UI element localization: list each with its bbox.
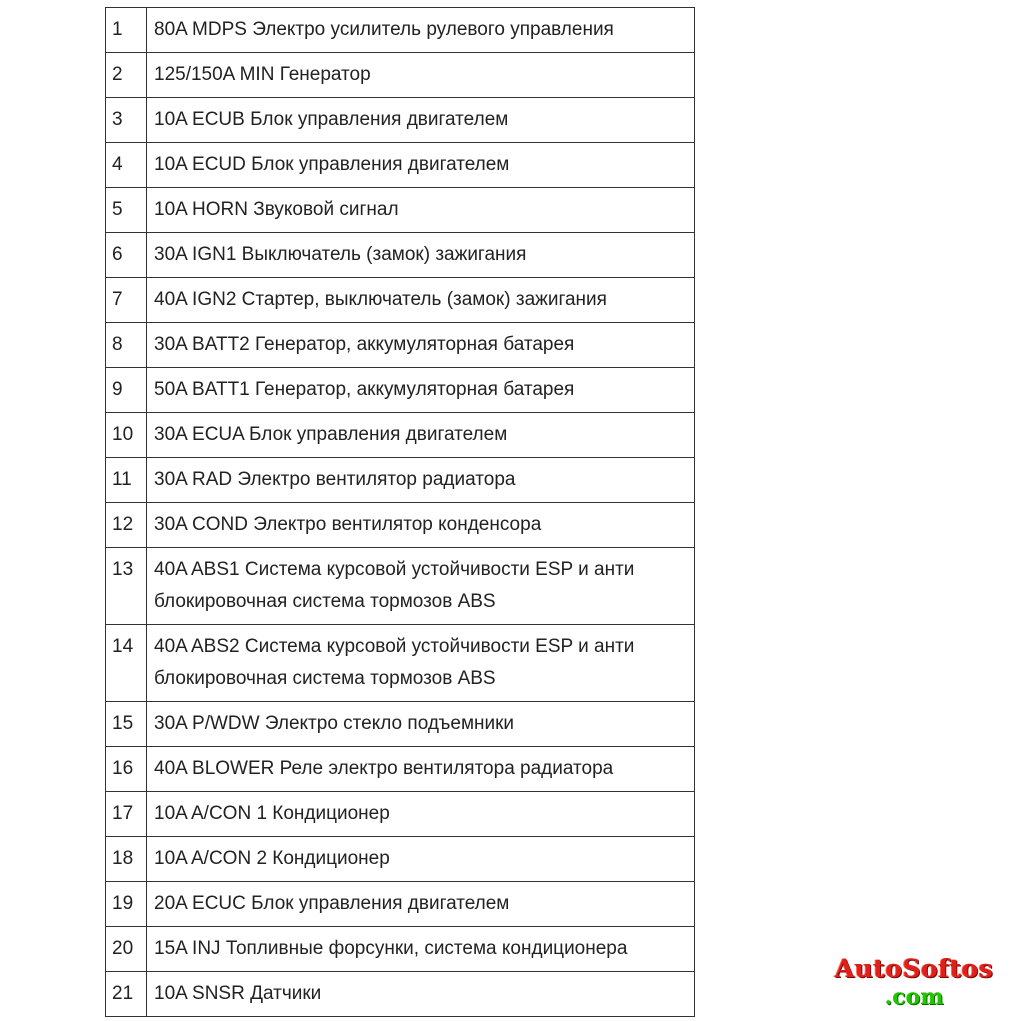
- fuse-number: 8: [106, 323, 147, 368]
- fuse-number: 16: [106, 747, 147, 792]
- fuse-description: 10A A/CON 1 Кондиционер: [147, 792, 695, 837]
- fuse-description: 30A RAD Электро вентилятор радиатора: [147, 458, 695, 503]
- table-row: [106, 143, 695, 188]
- fuse-description: 40A ABS2 Система курсовой устойчивости ESP и анти блокировочная система тормозов ABS: [147, 625, 695, 702]
- fuse-description: 80A MDPS Электро усилитель рулевого управления: [147, 8, 695, 53]
- table-row: [106, 548, 695, 625]
- table-row: [106, 927, 695, 972]
- fuse-number: 20: [106, 927, 147, 972]
- table-row: [106, 972, 695, 1017]
- table-row: [106, 323, 695, 368]
- fuse-number: 17: [106, 792, 147, 837]
- table-row: [106, 188, 695, 233]
- fuse-description: 40A ABS1 Система курсовой устойчивости ESP и анти блокировочная система тормозов ABS: [147, 548, 695, 625]
- fuse-description: 15A INJ Топливные форсунки, система кондиционера: [147, 927, 695, 972]
- fuse-number: 14: [106, 625, 147, 702]
- fuse-description: 40A BLOWER Реле электро вентилятора радиатора: [147, 747, 695, 792]
- fuse-description: 30A ECUA Блок управления двигателем: [147, 413, 695, 458]
- fuse-number: 15: [106, 702, 147, 747]
- watermark-domain: .com: [884, 984, 944, 1010]
- fuse-number: 11: [106, 458, 147, 503]
- fuse-table: [105, 7, 695, 1017]
- fuse-number: 9: [106, 368, 147, 413]
- fuse-number: 13: [106, 548, 147, 625]
- table-row: [106, 792, 695, 837]
- table-row: [106, 233, 695, 278]
- table-row: [106, 458, 695, 503]
- table-row: [106, 8, 695, 53]
- table-row: [106, 278, 695, 323]
- fuse-number: 1: [106, 8, 147, 53]
- table-row: [106, 837, 695, 882]
- fuse-description: 30A COND Электро вентилятор конденсора: [147, 503, 695, 548]
- fuse-description: 10A ECUB Блок управления двигателем: [147, 98, 695, 143]
- table-row: [106, 747, 695, 792]
- fuse-description: 20A ECUC Блок управления двигателем: [147, 882, 695, 927]
- fuse-number: 7: [106, 278, 147, 323]
- fuse-number: 3: [106, 98, 147, 143]
- watermark-logo: [818, 954, 1010, 1012]
- fuse-description: 50A BATT1 Генератор, аккумуляторная батарея: [147, 368, 695, 413]
- fuse-number: 18: [106, 837, 147, 882]
- fuse-number: 12: [106, 503, 147, 548]
- fuse-table-body: [106, 8, 695, 1017]
- fuse-description: 30A IGN1 Выключатель (замок) зажигания: [147, 233, 695, 278]
- watermark-brand: AutoSoftos: [834, 954, 994, 983]
- fuse-number: 21: [106, 972, 147, 1017]
- table-row: [106, 368, 695, 413]
- fuse-description: 40A IGN2 Стартер, выключатель (замок) зажигания: [147, 278, 695, 323]
- fuse-number: 2: [106, 53, 147, 98]
- table-row: [106, 98, 695, 143]
- fuse-description: 125/150A MIN Генератор: [147, 53, 695, 98]
- fuse-description: 30A P/WDW Электро стекло подъемники: [147, 702, 695, 747]
- fuse-number: 10: [106, 413, 147, 458]
- table-row: [106, 625, 695, 702]
- table-row: [106, 503, 695, 548]
- table-row: [106, 882, 695, 927]
- fuse-description: 30A BATT2 Генератор, аккумуляторная батарея: [147, 323, 695, 368]
- table-row: [106, 702, 695, 747]
- fuse-description: 10A A/CON 2 Кондиционер: [147, 837, 695, 882]
- fuse-number: 5: [106, 188, 147, 233]
- fuse-description: 10A SNSR Датчики: [147, 972, 695, 1017]
- fuse-description: 10A ECUD Блок управления двигателем: [147, 143, 695, 188]
- fuse-number: 19: [106, 882, 147, 927]
- table-row: [106, 53, 695, 98]
- fuse-number: 4: [106, 143, 147, 188]
- fuse-description: 10A HORN Звуковой сигнал: [147, 188, 695, 233]
- table-row: [106, 413, 695, 458]
- fuse-number: 6: [106, 233, 147, 278]
